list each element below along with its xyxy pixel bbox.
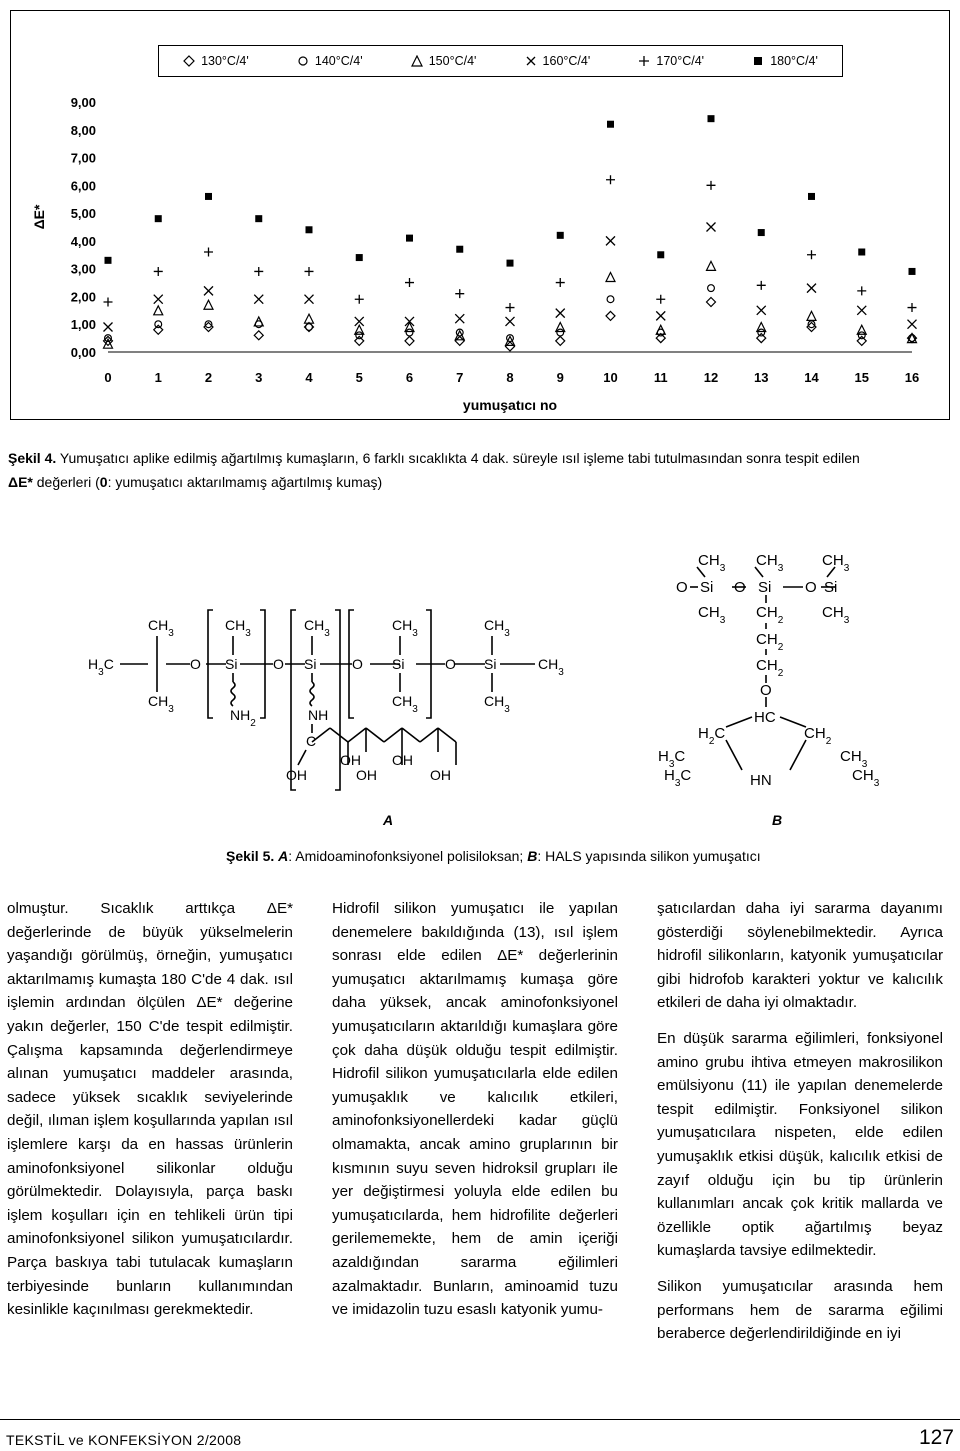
b-ch3-3: $CH_3$ [822,552,850,574]
b-h3c-2: $H_3C$ [664,767,692,789]
data-point-plus [104,298,113,307]
a-o-2: O [273,656,284,672]
data-point-plus [154,267,163,276]
figure4-delta-e: ΔE* [8,474,33,490]
data-point-x [707,223,716,232]
a-ch3-8: $CH_3$ [484,693,510,715]
data-point-x [807,284,816,293]
data-point-square [155,215,162,222]
b-ch2-1: $CH_2$ [756,604,784,626]
data-point-plus [908,303,917,312]
data-point-x [757,306,766,315]
x-tick-label: 2 [204,370,213,385]
figure5-caption-a: A [278,848,289,864]
data-point-plus [857,286,866,295]
data-point-circle [356,332,363,339]
data-point-plus [757,281,766,290]
data-point-square [306,226,313,233]
b-ch2-3: $CH_2$ [756,657,784,679]
b-si-3: Si [824,579,838,596]
data-point-x [506,317,515,326]
x-tick-label: 6 [405,370,414,385]
data-point-diamond [606,311,615,320]
data-point-triangle [204,300,213,309]
data-point-x [455,314,464,323]
x-tick-label: 10 [603,370,618,385]
b-ch3-5: $CH_3$ [822,604,850,626]
data-point-square [507,260,514,267]
data-point-square [808,193,815,200]
a-c: C [306,733,317,749]
data-point-square [708,115,715,122]
data-point-circle [306,324,313,331]
legend-label-150: 150°C/4' [428,54,477,68]
a-si-2: Si [304,656,317,672]
data-point-circle [607,296,614,303]
b-si-1: Si [700,579,714,596]
b-o-3: O [805,579,817,596]
figure4-label: Şekil 4. [8,450,57,466]
y-tick-label: 1,00 [70,317,96,333]
data-point-x [305,295,314,304]
a-si-1: Si [225,656,238,672]
a-ch3-9: $CH_3$ [538,656,564,678]
data-point-triangle [707,261,716,270]
b-hn: HN [750,772,772,789]
x-tick-label: 11 [653,370,668,385]
data-point-x [104,323,113,332]
data-point-triangle [154,306,163,315]
x-axis-title: yumuşatıcı no [462,397,558,413]
text-column-1 [7,897,293,1334]
x-tick-label: 12 [703,370,719,385]
a-o-1: O [190,656,201,672]
y-tick-label: 0,00 [70,345,96,360]
data-point-x [254,295,263,304]
figure5-caption-text-b: : HALS yapısında silikon yumuşatıcı [537,848,761,864]
y-tick-label: 6,00 [70,178,96,194]
figure5-caption-b: B [527,848,538,864]
data-point-square [657,251,664,258]
col2-paragraph-1: Hidrofil silikon yumuşatıcı ile yapılan denemelere bakıldığında (13), ısıl işlem sonrası elde edilen ΔE* değerlerinin yumuşatıcı aktarılmamış kumaşa göre daha yüksek, ancak aminofonksiyonel yumuşatıcıların aktarıldığı kumaşlara göre çok daha düşük olduğu tespit edilmiştir. Hidrofil silikon yumuşatıcılarla elde edilen yumuşaklık ve kalıcılık etkileri, aminofonksiyonellerdeki kadar güçlü olmamakta, ancak amino gruplarının bir kısmının suyu seven hidroksil grupları ile yer değiştirmesi yoluyla elde edilen bu yumuşatıcılarda, hem hidrofilite değerleri gerilememekte, hem de amin içeriği azaldığından sararma eğilimleri azalmaktadır. Bunların, aminoamid tuzu ve imidazolin tuzu esaslı katyonik yumu- [332,900,618,1319]
figure5-caption-text-a: : Amidoaminofonksiyonel polisiloksan; [288,848,524,864]
text-column-3 [657,897,943,1358]
b-ch3-2: $CH_3$ [756,552,784,574]
a-o-3: O [352,656,363,672]
figure4-caption-text: Yumuşatıcı aplike edilmiş ağartılmış kumaşların, 6 farklı sıcaklıkta 4 dak. süreyle ısıl işleme tabi tutulmasından sonra tespit edilen [59,450,860,466]
data-point-plus [656,295,665,304]
col3-paragraph-3: Silikon yumuşatıcılar arasında hem performans hem de sararma eğilimi beraberce değerlendirildiğinde en iyi [657,1277,943,1343]
a-si-4: Si [484,656,497,672]
a-nh2: $NH_2$ [230,707,256,729]
data-point-diamond [707,298,716,307]
a-ch3-6: $CH_3$ [392,693,418,715]
data-point-square [406,235,413,242]
b-si-2: Si [758,579,772,596]
data-point-x [405,317,414,326]
a-ch3-7: $CH_3$ [484,617,510,639]
legend-label-180: 180°C/4' [770,54,818,68]
x-tick-label: 7 [456,370,464,385]
y-tick-label: 2,00 [70,289,96,305]
data-point-square [255,215,262,222]
b-o-1: O [676,579,688,596]
footer-page-number: 127 [918,1426,954,1449]
a-oh-1: OH [286,767,308,783]
b-hc: HC [754,709,776,726]
b-ch2-2: $CH_2$ [756,631,784,653]
y-tick-label: 5,00 [70,206,96,222]
data-point-plus [355,295,364,304]
x-tick-label: 0 [104,370,112,385]
data-point-circle [758,329,765,336]
data-point-square [356,254,363,261]
data-point-square [858,249,865,256]
a-o-4: O [445,656,456,672]
figure4-caption-text2: değerleri ( [36,474,100,490]
data-point-triangle [606,273,615,282]
b-h3c-1: $H_3C$ [658,748,686,770]
b-ch3-6: $CH_3$ [840,748,868,770]
a-ch3-2: $CH_3$ [148,693,174,715]
col3-paragraph-1: şatıcılardan daha iyi sararma dayanımı gösterdiği söylenebilmektedir. Ayrıca hidrofil silikonların, katyonik yumuşatıcılar gibi hidrofob karakteri yoktur ve kalıcılık etkileri de daha iyi olmaktadır. [657,900,943,1012]
data-point-square [607,121,614,128]
data-point-plus [254,267,263,276]
data-point-plus [305,267,314,276]
a-oh-3: OH [356,767,378,783]
data-point-circle [155,321,162,328]
y-tick-label: 4,00 [70,233,96,249]
data-point-x [857,306,866,315]
data-point-x [656,311,665,320]
figure5-label: Şekil 5. [226,848,275,864]
data-point-plus [204,248,213,257]
x-tick-label: 13 [754,370,769,385]
figure4-caption-line1 [8,446,952,470]
x-tick-label: 15 [854,370,869,385]
figure4-caption [8,446,952,494]
a-ch3-3: $CH_3$ [225,617,251,639]
x-tick-label: 8 [506,370,514,385]
structure-b-label: B [772,812,783,828]
b-ch3-7: $CH_3$ [852,767,880,789]
data-point-circle [557,329,564,336]
b-ch3-1: $CH_3$ [698,552,726,574]
data-point-plus [606,175,615,184]
data-point-triangle [807,311,816,320]
data-point-diamond [556,336,565,345]
figure4-zero: 0 [99,474,108,490]
a-nh: NH [308,707,329,723]
data-point-x [154,295,163,304]
figure4-caption-text3: : yumuşatıcı aktarılmamış ağartılmış kumaş) [107,474,383,490]
data-point-circle [406,329,413,336]
b-ch3-4: $CH_3$ [698,604,726,626]
col3-paragraph-2: En düşük sararma eğilimleri, fonksiyonel amino grubu ihtiva etmeyen makrosilikon emülsiyonu (11) ile yapılan denemelerde tespit edilmiştir. Fonksiyonel silikon yumuşatıcılara nispeten, elde edilen yumuşaklık etkisi düşük, kalıcılık etkisi de zayıf olduğu için bu tip ürünlerin kullanımları ancak çok kritik mallarda ve özellikle optik ağartılmış beyaz kumaşlarda tavsiye edilmektedir. [657,1029,943,1260]
structure-a-diagram [80,600,580,800]
data-point-square [205,193,212,200]
data-point-x [204,286,213,295]
x-tick-label: 5 [355,370,363,385]
y-tick-label: 8,00 [70,122,96,138]
data-point-plus [707,181,716,190]
figure5-caption [226,844,926,868]
data-point-plus [556,278,565,287]
legend-label-130: 130°C/4' [201,54,249,68]
data-point-plus [506,303,515,312]
b-ch2-4: $CH_2$ [804,725,832,747]
data-point-diamond [254,331,263,340]
data-point-circle [858,332,865,339]
data-point-plus [405,278,414,287]
footer-rule [0,1419,960,1420]
data-point-x [556,309,565,318]
data-point-plus [807,250,816,259]
legend-label-160: 160°C/4' [542,54,591,68]
data-point-plus [455,289,464,298]
y-axis-title: ΔE* [31,204,47,230]
y-tick-label: 3,00 [70,261,96,277]
x-tick-label: 9 [556,370,564,385]
legend-label-140: 140°C/4' [314,54,363,68]
b-o-2: O [734,579,746,596]
data-point-square [758,229,765,236]
x-tick-label: 3 [255,370,263,385]
data-point-diamond [405,336,414,345]
b-h2c-1: $H_2C$ [698,725,726,747]
footer-journal: TEKSTİL ve KONFEKSİYON 2/2008 [6,1432,242,1448]
x-tick-label: 16 [904,370,920,385]
x-tick-label: 1 [154,370,162,385]
b-o-4: O [760,682,772,699]
a-h3c: $H_3C$ [88,656,114,678]
data-point-circle [708,285,715,292]
structure-b-diagram [650,545,920,795]
a-ch3-1: $CH_3$ [148,617,174,639]
x-tick-label: 14 [804,370,819,385]
figure4-caption-line2 [8,470,952,494]
y-tick-label: 7,00 [70,150,96,166]
a-oh-2: OH [340,752,362,768]
a-si-3: Si [392,656,405,672]
scatter-chart [10,10,950,420]
data-point-square [456,246,463,253]
x-tick-label: 4 [305,370,313,385]
text-column-2 [332,897,618,1334]
legend-label-170: 170°C/4' [656,54,705,68]
data-point-x [606,236,615,245]
a-ch3-5: $CH_3$ [392,617,418,639]
y-tick-label: 9,00 [70,95,96,110]
structure-a-label: A [383,812,394,828]
a-oh-5: OH [430,767,452,783]
data-point-square [105,257,112,264]
col1-paragraph-1: olmuştur. Sıcaklık arttıkça ΔE* değerlerinde de büyük yükselmelerin yaşandığı görülmüş, örneğin, yumuşatıcı aktarılmamış kumaşta 180 C'de 4 dak. ısıl işlemin ardından ölçülen ΔE* değerine yakın değerler, 150 C'de tespit edilmiştir. Çalışma kapsamında değerlendirmeye alınan yumuşatıcı maddeler arasında, sadece yüksek sıcaklık seviyelerinde değil, ılıman işlem koşullarında yapılan ısıl işlemlere karşı da en hassas ürünlerin aminofonksiyonel silikonlar olduğu görülmektedir. Dolayısıyla, parça baskı işlem koşulları için en tehlikeli ürün tipi aminofonksiyonel silikon yumuşatıcılardır. Parça baskıya tabi tutulacak kumaşların terbiyesinde bunların kullanımından kesinlikle kaçınılması gerekmektedir. [7,900,293,1319]
a-ch3-4: $CH_3$ [304,617,330,639]
data-point-square [909,268,916,275]
data-point-x [908,320,917,329]
a-oh-4: OH [392,752,414,768]
data-point-square [557,232,564,239]
